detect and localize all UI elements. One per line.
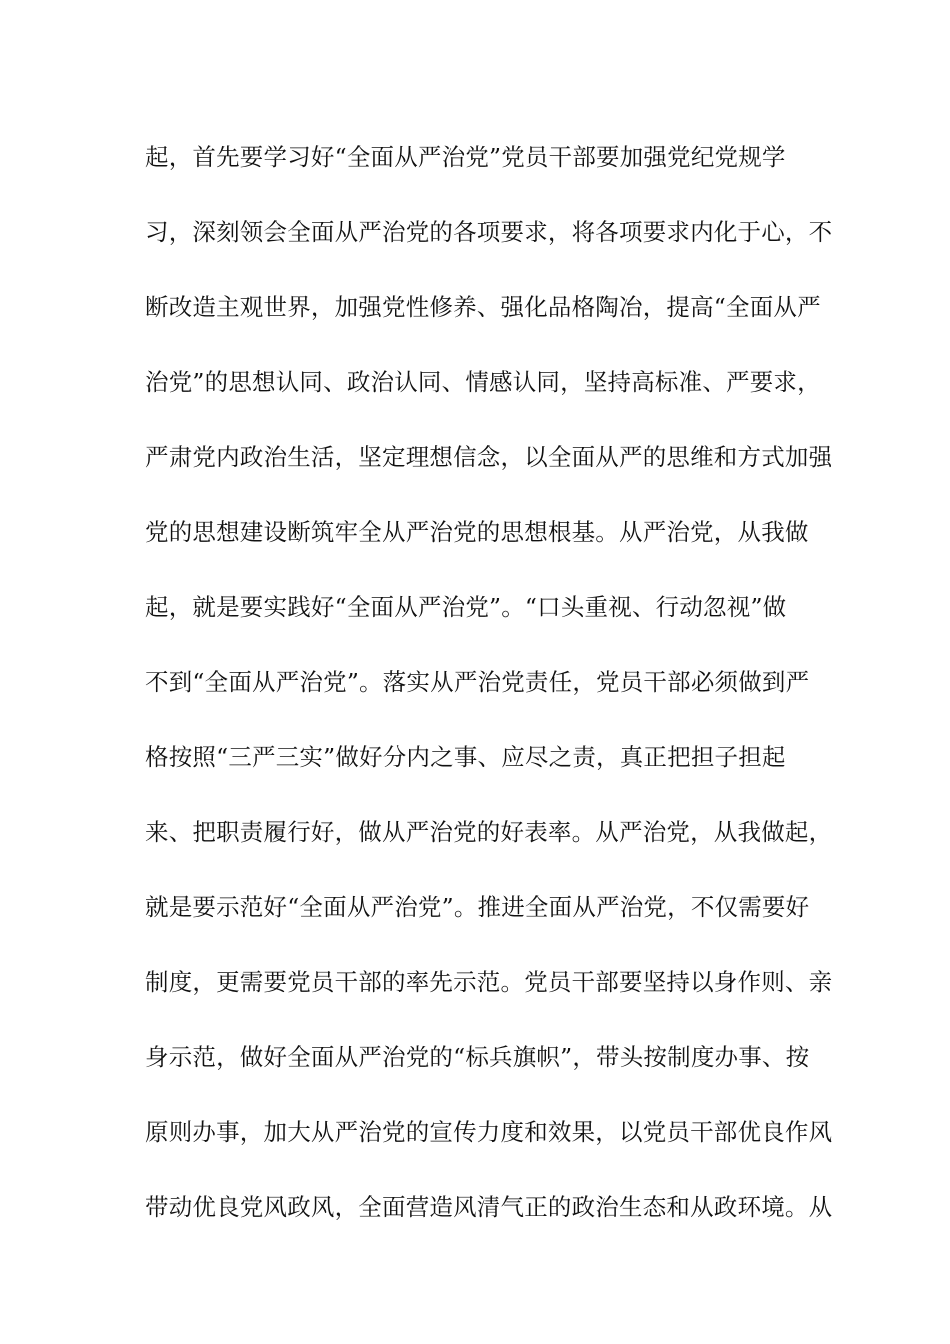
- text-line-14: 原则办事，加大从严治党的宣传力度和效果，以党员干部优良作风: [145, 1118, 833, 1146]
- text-line-13: 身示范，做好全面从严治党的“标兵旗帜”，带头按制度办事、按: [145, 1043, 810, 1071]
- text-line-10: 来、把职责履行好，做从严治党的好表率。从严治党，从我做起，: [145, 818, 833, 846]
- text-line-11: 就是要示范好“全面从严治党”。推进全面从严治党，不仅需要好: [145, 893, 810, 921]
- text-line-1: 起，首先要学习好“全面从严治党”党员干部要加强党纪党规学: [145, 143, 786, 171]
- text-line-15: 带动优良党风政风，全面营造风清气正的政治生态和从政环境。从: [145, 1193, 833, 1221]
- text-line-5: 严肃党内政治生活，坚定理想信念，以全面从严的思维和方式加强: [145, 443, 833, 471]
- text-line-7: 起，就是要实践好“全面从严治党”。“口头重视、行动忽视”做: [145, 593, 787, 621]
- text-line-4: 治党”的思想认同、政治认同、情感认同，坚持高标准、严要求，: [145, 368, 821, 396]
- text-line-8: 不到“全面从严治党”。落实从严治党责任，党员干部必须做到严: [145, 668, 810, 696]
- text-line-9: 格按照“三严三实”做好分内之事、应尽之责，真正把担子担起: [145, 743, 786, 771]
- text-line-12: 制度，更需要党员干部的率先示范。党员干部要坚持以身作则、亲: [145, 968, 833, 996]
- text-line-2: 习，深刻领会全面从严治党的各项要求，将各项要求内化于心，不: [145, 218, 833, 246]
- body-text: [145, 133, 833, 1258]
- text-line-3: 断改造主观世界，加强党性修养、强化品格陶冶，提高“全面从严: [145, 293, 821, 321]
- text-line-6: 党的思想建设断筑牢全从严治党的思想根基。从严治党，从我做: [145, 518, 809, 546]
